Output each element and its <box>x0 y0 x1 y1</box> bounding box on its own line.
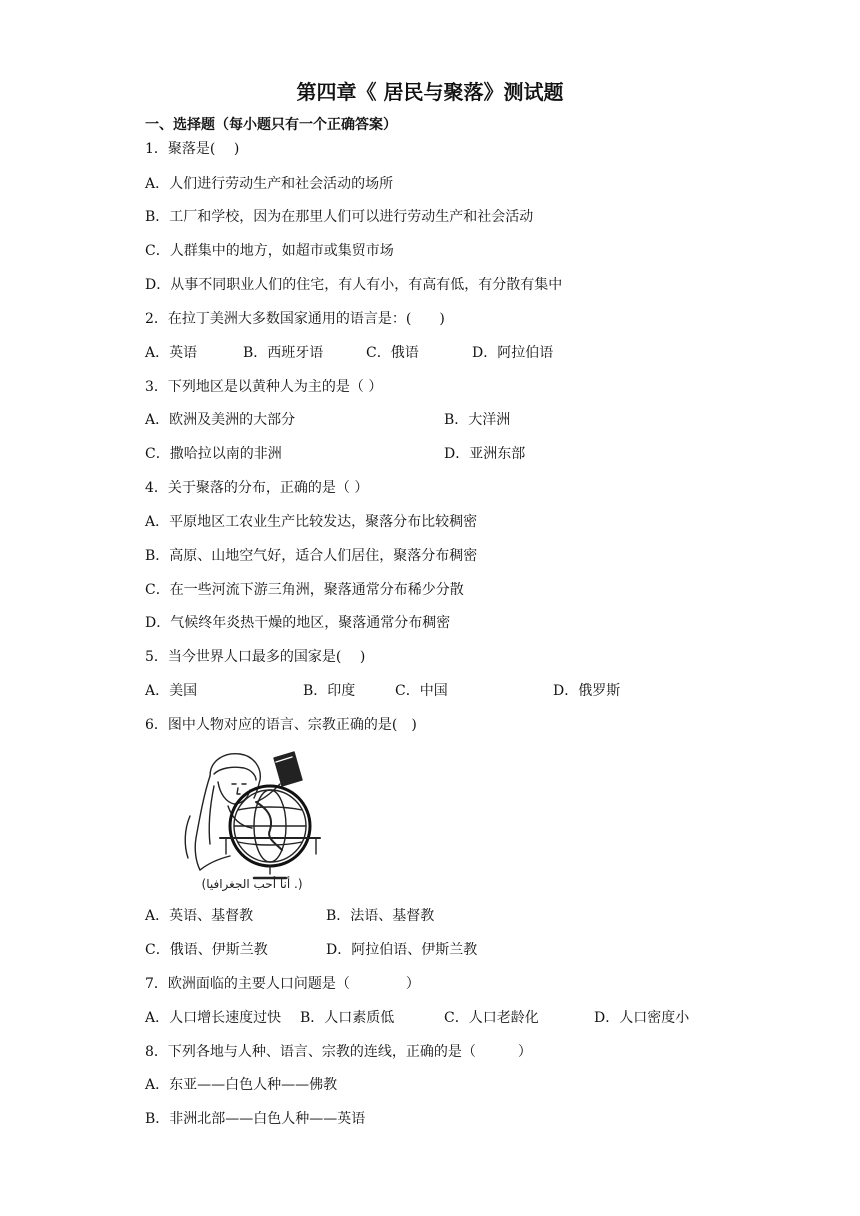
question-1-stem: 1．聚落是( ) <box>145 141 240 157</box>
question-1-option-b: B．工厂和学校，因为在那里人们可以进行劳动生产和社会活动 <box>145 209 534 225</box>
question-2-option-b: B．西班牙语 <box>243 345 324 361</box>
question-5-option-b: B．印度 <box>303 683 356 699</box>
question-4-stem: 4．关于聚落的分布，正确的是（ ） <box>145 480 369 496</box>
section-heading: 一、选择题（每小题只有一个正确答案） <box>145 117 397 133</box>
question-6-option-d: D．阿拉伯语、伊斯兰教 <box>326 942 478 958</box>
question-1-option-a: A．人们进行劳动生产和社会活动的场所 <box>145 176 394 192</box>
question-4-option-c: C．在一些河流下游三角洲，聚落通常分布稀少分散 <box>145 582 464 598</box>
question-7-option-d: D．人口密度小 <box>594 1010 690 1026</box>
question-3-option-d: D．亚洲东部 <box>444 446 526 462</box>
question-6-option-c: C．俄语、伊斯兰教 <box>145 942 268 958</box>
question-3-option-a: A．欧洲及美洲的大部分 <box>145 412 296 428</box>
question-7-option-a: A．人口增长速度过快 <box>145 1010 282 1026</box>
question-5-option-d: D．俄罗斯 <box>553 683 621 699</box>
question-6-stem: 6．图中人物对应的语言、宗教正确的是( ) <box>145 717 417 733</box>
question-3-stem: 3．下列地区是以黄种人为主的是（ ） <box>145 379 383 395</box>
question-1-option-d: D．从事不同职业人们的住宅，有人有小，有高有低，有分散有集中 <box>145 277 563 293</box>
question-6-option-a: A．英语、基督教 <box>145 908 254 924</box>
question-1-option-c: C．人群集中的地方，如超市或集贸市场 <box>145 243 394 259</box>
page-title: 第四章《 居民与聚落》测试题 <box>296 80 564 104</box>
question-7-option-c: C．人口老龄化 <box>444 1010 539 1026</box>
question-2-option-a: A．英语 <box>145 345 198 361</box>
question-7-stem: 7．欧洲面临的主要人口问题是（ ） <box>145 976 420 992</box>
question-4-option-b: B．高原、山地空气好，适合人们居住，聚落分布稠密 <box>145 548 478 564</box>
question-2-option-d: D．阿拉伯语 <box>472 345 554 361</box>
question-4-option-a: A．平原地区工农业生产比较发达，聚落分布比较稠密 <box>145 514 478 530</box>
question-2-stem: 2．在拉丁美洲大多数国家通用的语言是：( ) <box>145 311 445 327</box>
question-6-option-b: B．法语、基督教 <box>326 908 435 924</box>
question-4-option-d: D．气候终年炎热干燥的地区，聚落通常分布稠密 <box>145 615 451 631</box>
question-5-stem: 5．当今世界人口最多的国家是( ) <box>145 649 366 665</box>
question-3-option-c: C．撒哈拉以南的非洲 <box>145 446 282 462</box>
arab-scholar-globe-figure <box>170 746 335 894</box>
question-7-option-b: B．人口素质低 <box>300 1010 395 1026</box>
question-5-option-a: A．美国 <box>145 683 198 699</box>
question-2-option-c: C．俄语 <box>366 345 419 361</box>
figure-caption: (أنا أحب الجغرافيا .) <box>201 877 303 891</box>
question-8-option-b: B．非洲北部——白色人种——英语 <box>145 1111 366 1127</box>
question-3-option-b: B．大洋洲 <box>444 412 511 428</box>
question-8-option-a: A．东亚——白色人种——佛教 <box>145 1077 338 1093</box>
question-8-stem: 8．下列各地与人种、语言、宗教的连线，正确的是（ ） <box>145 1044 532 1060</box>
question-5-option-c: C．中国 <box>395 683 448 699</box>
